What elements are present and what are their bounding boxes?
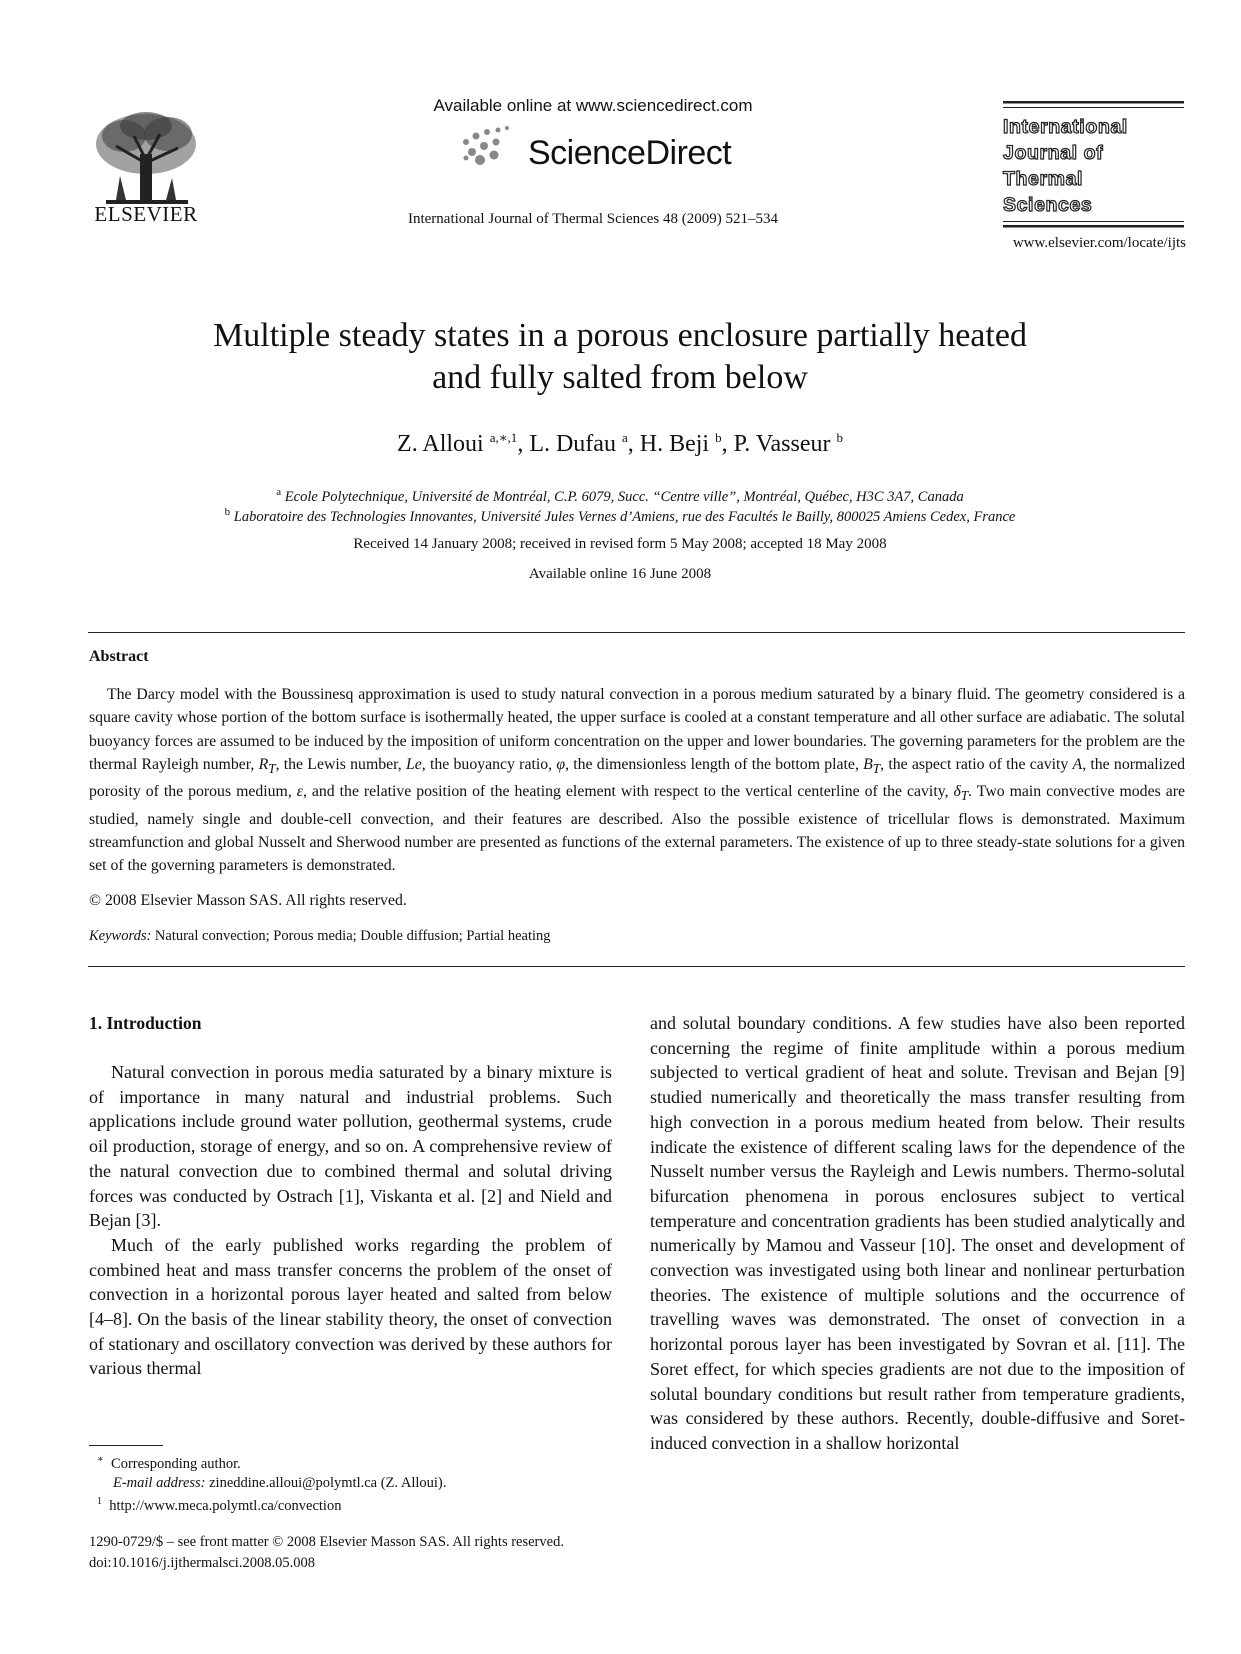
footnote-mark: ∗ — [97, 1454, 104, 1465]
journal-logo-rule-top — [1003, 100, 1184, 112]
paragraph: and solutal boundary conditions. A few studies have also been reported concerning the regime of finite amplitude within a porous medium subjected to vertical gradient of heat and solute. Trevisan and Bejan [9] studied numerically and theoretically the mass transfer resulting from high convection in a porous medium heated from below. Their results indicate the existence of different scaling laws for the dependence of the Nusselt number versus the Rayleigh and Lewis numbers. Thermo-solutal bifurcation phenomena in porous enclosures subject to vertical temperature and concentration gradients has been studied analytically and numerically by Mamou and Vasseur [10]. The onset and development of convection was investigated using both linear and nonlinear perturbation theories. The existence of multiple solutions and the occurrence of travelling waves was demonstrated. The onset of convection in a horizontal porous layer has been investigated by Sovran et al. [11]. The Soret effect, for which species gradients are not due to the imposition of solutal boundary conditions but result rather from temperature gradients, was considered by these authors. Recently, double-diffusive and Soret-induced convection in a shallow horizontal — [650, 1013, 1185, 1453]
author-marks: b — [715, 430, 722, 445]
author-separator: , — [517, 431, 530, 457]
doi-link[interactable]: doi:10.1016/j.ijthermalsci.2008.05.008 — [89, 1555, 315, 1571]
paragraph: Much of the early published works regarding the problem of combined heat and mass transfer concerns the problem of the onset of convection in a horizontal porous layer heated and salted from below [4–8]. On the basis of the linear stability theory, the onset of convection of stationary and oscillatory convection was derived by these authors for various thermal — [89, 1234, 612, 1379]
abstract-heading: Abstract — [89, 648, 149, 665]
author-name[interactable]: Z. Alloui — [397, 431, 484, 457]
author-marks: b — [836, 430, 843, 445]
abstract-copyright: © 2008 Elsevier Masson SAS. All rights reserved. — [89, 892, 407, 909]
footnote-email — [113, 1475, 446, 1492]
available-online-banner[interactable]: Available online at www.sciencedirect.com — [433, 96, 753, 115]
divider — [88, 966, 1185, 967]
footnote-rule — [89, 1445, 163, 1446]
divider — [88, 632, 1185, 633]
keywords — [89, 928, 551, 945]
footnote-corresponding — [97, 1454, 241, 1473]
email-link[interactable]: zineddine.alloui@polymtl.ca (Z. Alloui). — [209, 1475, 447, 1491]
keywords-label: Keywords: — [89, 928, 152, 944]
article-title — [120, 315, 1120, 399]
author-separator: , — [627, 431, 640, 457]
journal-logo-line: Thermal — [1003, 168, 1084, 190]
footnote-1 — [97, 1496, 341, 1515]
front-matter-notice: 1290-0729/$ – see front matter © 2008 Elsevier Masson SAS. All rights reserved. — [89, 1534, 564, 1550]
article-history-dates: Received 14 January 2008; received in revised form 5 May 2008; accepted 18 May 2008 — [353, 536, 887, 552]
affiliation-mark: b — [224, 506, 231, 518]
author-marks: a — [621, 430, 628, 445]
affiliation-mark: a — [276, 486, 282, 498]
journal-citation: International Journal of Thermal Sciences 48 (2009) 521–534 — [407, 211, 779, 227]
journal-logo — [1003, 114, 1193, 218]
body-column-left — [89, 1060, 612, 1381]
body-column-right — [650, 1011, 1185, 1456]
footnote-text: Corresponding author. — [111, 1455, 241, 1472]
abstract-text: The Darcy model with the Boussinesq approximation is used to study natural convection in a porous medium saturated by a binary fluid. The geometry considered is a square cavity whose portion of the bottom surface is isothermally heated, the upper surface is cooled at a constant temperature and all other surface are adiabatic. The solutal buoyancy forces are assumed to be induced by the imposition of uniform concentration on the upper and lower boundaries. The governing parameters for the problem are the thermal Rayleigh number, $R_T$, the Lewis number, Le, the buoyancy ratio, φ, the dimensionless length of the bottom plate, $B_T$, the aspect ratio of the cavity A, the normalized porosity of the porous medium, ε, and the relative position of the heating element with respect to the vertical centerline of the cavity, $\delta_T$. Two main convective modes are studied, namely single and double-cell convection, and their features are described. Also the possible existence of tricellular flows is demonstrated. Maximum streamfunction and global Nusselt and Sherwood number are presented as functions of the external parameters. The existence of up to three steady-state solutions for a given set of the governing parameters is demonstrated. — [89, 686, 1185, 875]
footnote-mark: 1 — [97, 1496, 102, 1507]
journal-logo-rule-bottom — [1003, 220, 1184, 232]
sciencedirect-dots-icon — [454, 122, 534, 172]
author-marks: a,∗,1 — [489, 430, 518, 445]
author-name[interactable]: P. Vasseur — [733, 431, 831, 457]
section-heading: 1. Introduction — [89, 1013, 202, 1033]
title-line: Multiple steady states in a porous enclosure partially heated — [213, 317, 1027, 354]
keywords-text: Natural convection; Porous media; Double diffusion; Partial heating — [154, 928, 551, 944]
publisher-name: ELSEVIER — [94, 202, 198, 226]
author-list — [120, 430, 1120, 458]
journal-logo-line: Sciences — [1003, 194, 1093, 216]
affiliation-text: Ecole Polytechnique, Université de Montréal, C.P. 6079, Succ. “Centre ville”, Montréal, Québec, H3C 3A7, Canada — [284, 488, 964, 505]
journal-logo-line: International — [1003, 116, 1128, 138]
sciencedirect-brand: ScienceDirect — [528, 134, 732, 172]
affiliation-text: Laboratoire des Technologies Innovantes, Université Jules Vernes d’Amiens, rue des Facultés le Bailly, 800025 Amiens Cedex, France — [233, 508, 1016, 525]
journal-url-link[interactable]: www.elsevier.com/locate/ijts — [1012, 235, 1186, 251]
author-name[interactable]: L. Dufau — [529, 431, 616, 457]
title-line: and fully salted from below — [432, 359, 808, 396]
paragraph: Natural convection in porous media saturated by a binary mixture is of importance in many natural and industrial problems. Such applications include ground water pollution, geothermal systems, crude oil production, storage of energy, and so on. A comprehensive review of the natural convection due to combined thermal and solutal driving forces was conducted by Ostrach [1], Viskanta et al. [2] and Nield and Bejan [3]. — [89, 1062, 612, 1231]
footnote-url-link[interactable]: http://www.meca.polymtl.ca/convection — [109, 1497, 342, 1514]
author-separator: , — [721, 431, 734, 457]
email-label: E-mail address: — [113, 1475, 206, 1491]
journal-logo-line: Journal of — [1003, 142, 1104, 164]
affiliation — [100, 486, 1140, 506]
affiliation — [100, 506, 1140, 526]
author-name[interactable]: H. Beji — [639, 431, 710, 457]
available-online-date: Available online 16 June 2008 — [528, 566, 712, 582]
